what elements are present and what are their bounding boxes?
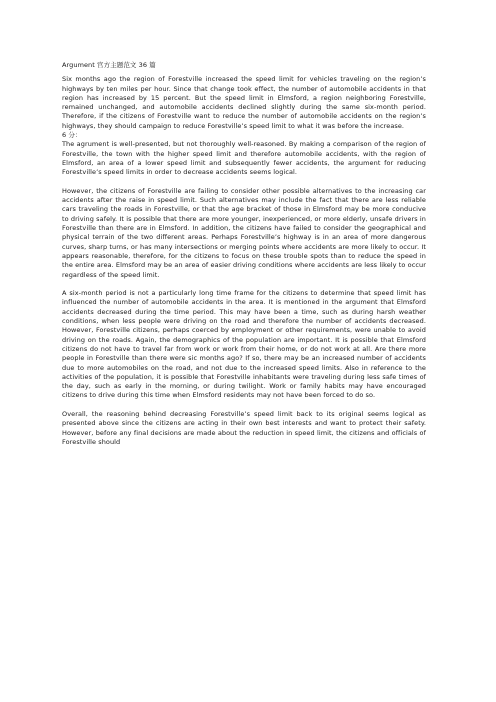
essay-paragraph-1: The agrument is well-presented, but not thoroughly well-reasoned. By making a comparison of the region of Forestville, the town with the higher speed limit and therefore automobile accidents, with the region of Elmsford, an area of a lower speed limit and subsequently fewer accidents, the argument for reducing Forestville’s speed limits in order to decrease accidents seems logical. [62,140,426,177]
document-title: Argument 官方主题范文 36 篇 [62,61,156,69]
score-label: 6 分： [62,131,82,140]
essay-paragraph-2: However, the citizens of Forestville are failing to consider other possible alternatives to the increasing car accidents after the raise in speed limit. Such alternatives may include the fact that there are less reliable cars traveling the roads in Forestville, or that the age bracket of those in Elmsford may be more conducive to driving safely. It is possible that there are more younger, inexperienced, or more elderly, unsafe drivers in Forestville than there are in Elmsford. In addition, the citizens have failed to consider the geographical and physical terrain of the two different areas. Perhaps Forestville’s highway is in an area of more dangerous curves, sharp turns, or has many intersections or merging points where accidents are more likely to occur. It appears reasonable, therefore, for the citizens to focus on these trouble spots than to reduce the speed in the entire area. Elmsford may be an area of easier driving conditions where accidents are less likely to occur regardless of the speed limit. [62,186,426,279]
prompt-paragraph: Six months ago the region of Forestville increased the speed limit for vehicles traveling on the region’s highways by ten miles per hour. Since that change took effect, the number of automobile accidents in that region has increased by 15 percent. But the speed limit in Elmsford, a region neighboring Forestville, remained unchanged, and automobile accidents declined slightly during the same six-month period. Therefore, if the citizens of Forestville want to reduce the number of automobile accidents on the region’s highways, they should campaign to reduce Forestville’s speed limit to what it was before the increase. [62,75,426,130]
paragraph-gap [62,280,426,289]
essay-paragraph-3: A six-month period is not a particularly long time frame for the citizens to determine that speed limit has influenced the number of automobile accidents in the area. It is mentioned in the argument that Elmsford accidents decreased during the time period. This may have been a time, such as during harsh weather conditions, when less people were driving on the road and therefore the number of accidents decreased. However, Forestville citizens, perhaps coerced by employment or other requirements, were unable to avoid driving on the roads. Again, the demographics of the population are important. It is possible that Elmsford citizens do not have to travel far from work or work from their home, or do not work at all. Are there more people in Forestville than there were sic months ago? If so, there may be an increased number of accidents due to more automobiles on the road, and not due to the increased speed limits. Also in reference to the activities of the population, it is possible that Forestville inhabitants were traveling during less safe times of the day, such as early in the morning, or during twilight. Work or family habits may have encouraged citizens to drive during this time when Elmsford residents may not have been forced to do so. [62,289,426,400]
paragraph-gap [62,401,426,410]
document-body [62,61,426,447]
essay-paragraph-4: Overall, the reasoning behind decreasing Forestville’s speed limit back to its original seems logical as presented above since the citizens are acting in their own best interests and want to protect their safety. However, before any final decisions are made about the reduction in speed limit, the citizens and officials of Forestville should [62,409,426,446]
paragraph-gap [62,178,426,187]
